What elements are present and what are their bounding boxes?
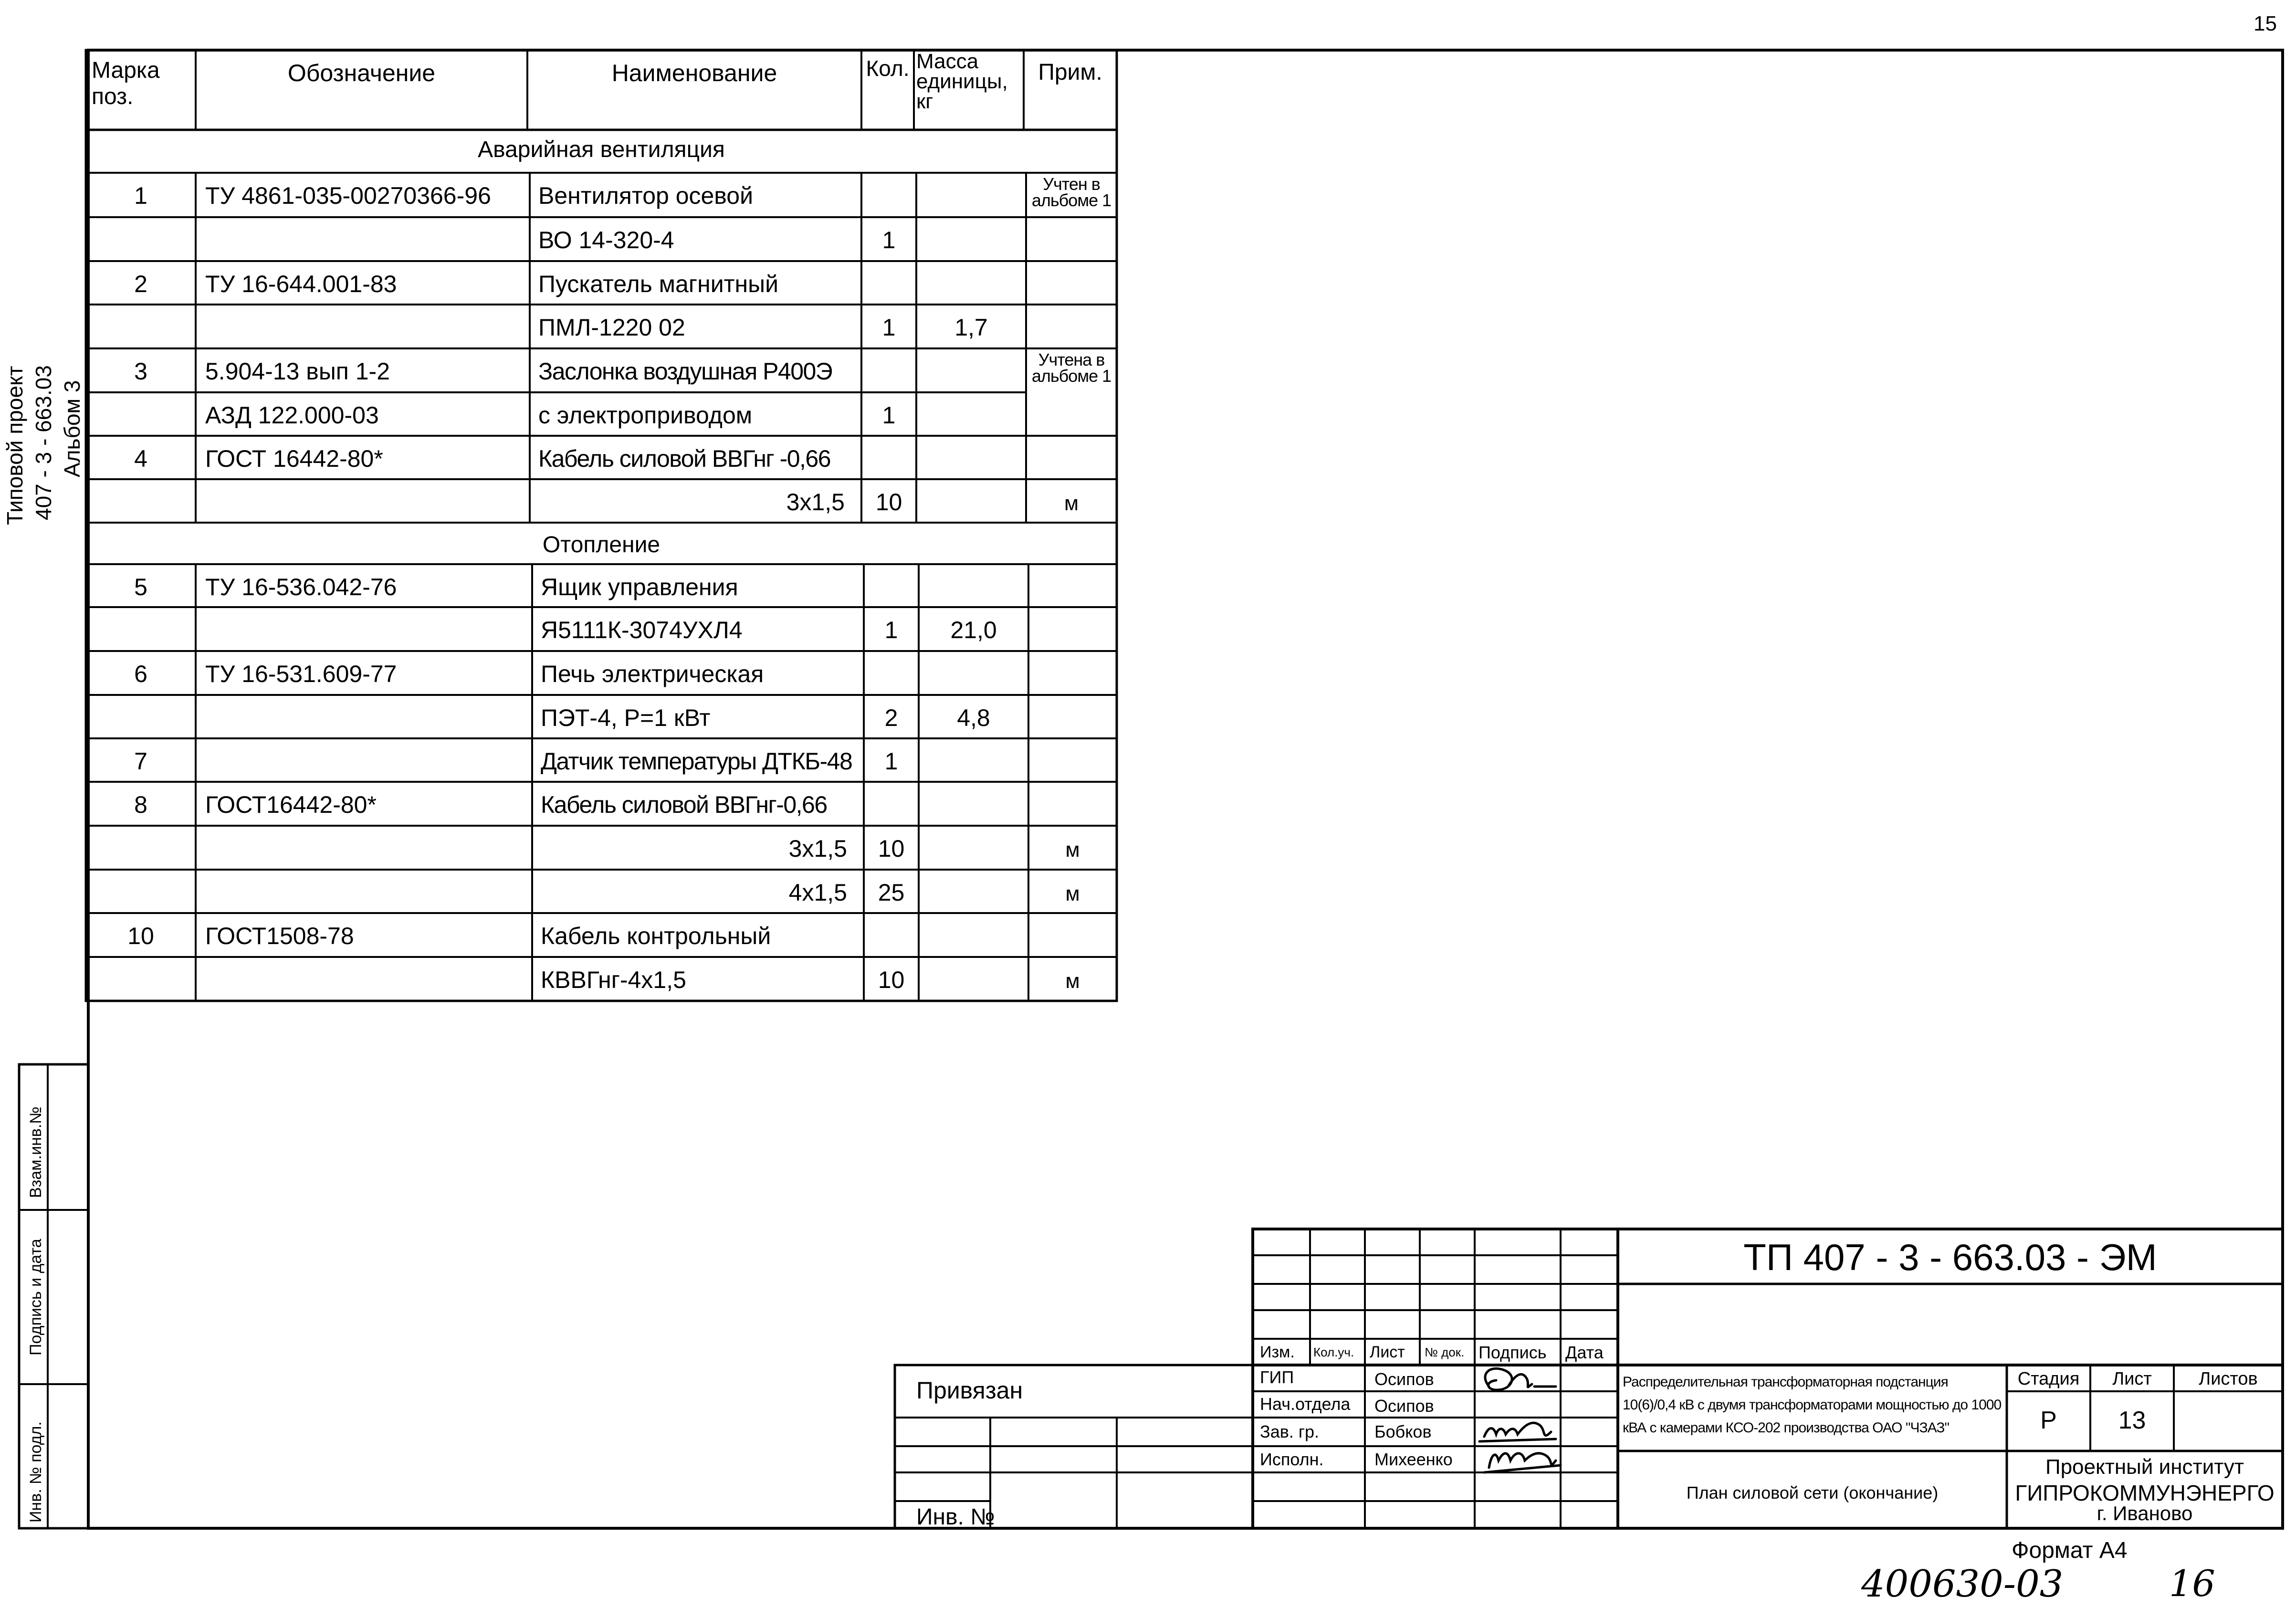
cell-name: Пускатель магнитный	[538, 271, 779, 297]
stamp-podpis-label: Подпись и дата	[27, 1239, 45, 1355]
cell-obozn: АЗД 122.000-03	[205, 402, 379, 429]
cell-name: Я5111К-3074УХЛ4	[541, 617, 743, 643]
cell-name: Ящик управления	[541, 574, 738, 600]
cell-name: Кабель силовой ВВГнг-0,66	[541, 791, 827, 818]
cell-name: ПЭТ-4, Р=1 кВт	[541, 704, 711, 731]
cell-pos: 4	[134, 445, 147, 472]
cell-kol: 1	[882, 402, 896, 429]
cell-kol: 10	[878, 967, 905, 993]
cell-name: Печь электрическая	[541, 661, 764, 687]
cell-name: Заслонка воздушная Р400Э	[538, 358, 832, 385]
cell-kol: 1	[882, 314, 896, 341]
cell-name: 4х1,5	[788, 879, 847, 906]
object-name: Распределительная трансформаторная подстанция 10(6)/0,4 кВ с двумя трансформаторами мощностью до 1000 кВА с камерами КСО-202 производства ОАО "ЧЗАЗ"	[1623, 1374, 2002, 1436]
cell-name: Кабель контрольный	[541, 923, 771, 949]
name-ispoln: Михеенко	[1374, 1450, 1453, 1469]
list-label: Лист	[2112, 1369, 2152, 1389]
cell-prim: Учтена в альбоме 1	[1031, 350, 1111, 386]
cell-pos: 6	[134, 661, 147, 687]
header-marka: Марка поз.	[92, 58, 160, 110]
cell-prim: м	[1065, 969, 1080, 993]
col-list: Лист	[1370, 1343, 1405, 1361]
cell-obozn: ТУ 4861-035-00270366-96	[205, 182, 491, 209]
org-line2: ГИПРОКОММУНЭНЕРГО	[2015, 1481, 2275, 1505]
listov-label: Листов	[2199, 1369, 2258, 1389]
cell-kol: 1	[884, 617, 898, 643]
cell-kol: 2	[884, 704, 898, 731]
role-ispoln: Исполн.	[1260, 1450, 1324, 1469]
name-zav: Бобков	[1374, 1422, 1432, 1441]
project-line2: 407 - 3 - 663.03	[31, 365, 56, 520]
col-podpis: Подпись	[1478, 1343, 1547, 1362]
format-label: Формат А4	[2012, 1538, 2128, 1563]
cell-kol: 1	[884, 748, 898, 775]
cell-prim: м	[1065, 882, 1080, 905]
header-prim: Прим.	[1038, 60, 1102, 85]
role-gip: ГИП	[1260, 1367, 1294, 1387]
cell-massa: 1,7	[954, 314, 988, 341]
cell-name: Кабель силовой ВВГнг -0,66	[538, 445, 831, 472]
cell-pos: 1	[134, 182, 147, 209]
col-izm: Изм.	[1260, 1343, 1295, 1361]
cell-name: ПМЛ-1220 02	[538, 314, 685, 341]
cell-obozn: ГОСТ16442-80*	[205, 791, 377, 818]
cell-prim: м	[1065, 838, 1080, 862]
col-n-dok: № док.	[1425, 1345, 1465, 1359]
cell-obozn: ГОСТ1508-78	[205, 923, 354, 949]
cell-kol: 1	[882, 227, 896, 253]
cell-kol: 10	[875, 489, 902, 515]
col-data: Дата	[1565, 1343, 1604, 1362]
cell-obozn: ТУ 16-644.001-83	[205, 271, 397, 297]
page-number: 15	[2254, 12, 2277, 35]
header-naimenovanie: Наименование	[611, 60, 777, 86]
cell-name: с электроприводом	[538, 402, 753, 429]
section-title: Отопление	[542, 532, 660, 557]
inv-no-label: Инв. №	[916, 1504, 995, 1530]
project-line3: Альбом 3	[60, 380, 84, 477]
cell-pos: 10	[127, 923, 154, 949]
cell-name: 3х1,5	[786, 489, 845, 515]
cell-kol: 10	[878, 835, 905, 862]
stamp-inv-label: Инв. № подл.	[27, 1421, 45, 1523]
name-nach: Осипов	[1374, 1396, 1434, 1416]
header-oboznachenie: Обозначение	[287, 60, 436, 86]
cell-obozn: ГОСТ 16442-80*	[205, 445, 383, 472]
stadiya-label: Стадия	[2017, 1369, 2080, 1389]
cell-pos: 5	[134, 574, 147, 600]
cell-pos: 7	[134, 748, 147, 775]
cell-name: Датчик температуры ДТКБ-48	[541, 748, 852, 775]
cell-pos: 8	[134, 791, 147, 818]
cell-obozn: 5.904-13 вып 1-2	[205, 358, 390, 385]
cell-kol: 25	[878, 879, 905, 906]
role-nach: Нач.отдела	[1260, 1394, 1351, 1414]
handwritten-sheet-number: 16	[2169, 1562, 2215, 1605]
stadiya-value: Р	[2040, 1407, 2057, 1434]
role-zav: Зав. гр.	[1260, 1422, 1320, 1441]
cell-pos: 2	[134, 271, 147, 297]
project-line1: Типовой проект	[2, 366, 27, 525]
list-value: 13	[2118, 1407, 2146, 1434]
header-kol: Кол.	[866, 56, 910, 81]
sheet-name: План силовой сети (окончание)	[1686, 1483, 1939, 1502]
cell-name: ВО 14-320-4	[538, 227, 674, 253]
archive-number: 400630-03	[1861, 1563, 2064, 1606]
cell-name: 3х1,5	[788, 835, 847, 862]
org-line3: г. Иваново	[2097, 1502, 2193, 1524]
cell-massa: 4,8	[957, 704, 990, 731]
cell-prim: м	[1064, 492, 1079, 515]
cell-name: Вентилятор осевой	[538, 182, 754, 209]
header-massa: Масса единицы, кг	[916, 50, 1008, 113]
cell-massa: 21,0	[950, 617, 997, 643]
cell-obozn: ТУ 16-531.609-77	[205, 661, 397, 687]
doc-code: ТП 407 - 3 - 663.03 - ЭМ	[1743, 1236, 2157, 1278]
privyazan-label: Привязан	[916, 1377, 1023, 1404]
cell-name: КВВГнг-4х1,5	[541, 967, 686, 993]
cell-obozn: ТУ 16-536.042-76	[205, 574, 397, 600]
cell-pos: 3	[134, 358, 147, 385]
col-kol-uch: Кол.уч.	[1313, 1345, 1354, 1359]
stamp-vzam-label: Взам.инв.№	[27, 1106, 45, 1198]
cell-prim: Учтен в альбоме 1	[1031, 174, 1111, 210]
section-title: Аварийная вентиляция	[478, 137, 725, 162]
org-line1: Проектный институт	[2045, 1455, 2244, 1479]
name-gip: Осипов	[1374, 1369, 1434, 1389]
